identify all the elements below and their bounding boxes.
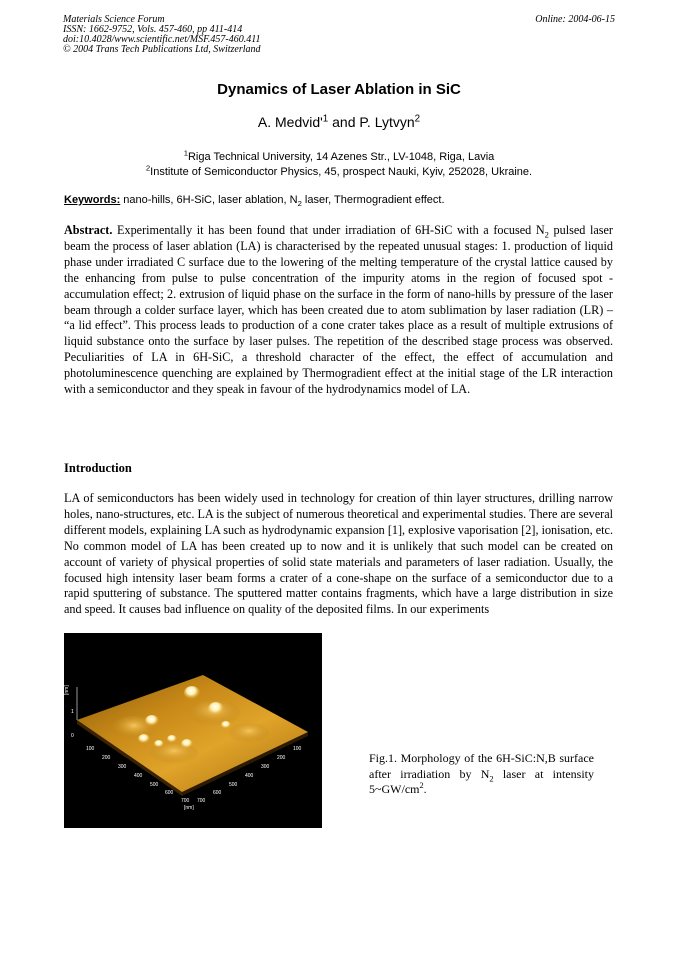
keywords-text-end: laser, Thermogradient effect. xyxy=(301,194,445,206)
nano-hill xyxy=(208,702,224,716)
affiliation-2-text: Institute of Semiconductor Physics, 45, prospect Nauki, Kyiv, 252028, Ukraine. xyxy=(150,166,533,178)
copyright-line: © 2004 Trans Tech Publications Ltd, Switzerland xyxy=(63,44,261,55)
y-tick: 500 xyxy=(229,782,238,788)
caption-superscript: 2 xyxy=(419,781,424,790)
y-tick: 100 xyxy=(293,746,302,752)
nano-hill xyxy=(154,740,164,748)
y-tick: 200 xyxy=(277,755,286,761)
author-2: P. Lytvyn xyxy=(359,114,415,130)
affiliation-1 xyxy=(0,148,678,163)
xy-unit-label: [nm] xyxy=(184,805,194,811)
author-conjunction: and xyxy=(328,114,360,130)
journal-info xyxy=(63,15,261,55)
journal-name: Materials Science Forum xyxy=(63,14,165,25)
x-tick: 600 xyxy=(165,790,174,796)
paper-title: Dynamics of Laser Ablation in SiC xyxy=(217,81,461,98)
z-tick: 0 xyxy=(71,733,74,739)
z-axis-label: [nm] xyxy=(64,685,70,695)
introduction-paragraph: LA of semiconductors has been widely used in technology for creation of thin layer structures, drilling narrow holes, nano-structures, etc. LA is the subject of numerous theoretical and experimental studies. There are several different models, explaining LA such as hydrodynamic expansion [1], explosive vaporisation [2], ionisation, etc. No common model of LA has been created up to now and it is unlikely that such model can be created on account of variety of physical properties of solid state materials and parameters of laser radiation. Usually, the focused high intensity laser beam forms a crater of a cone-shape on the surface of a semiconductor due to a rapid sputtering of substance. The sputtered matter contains fragments, which have a large distribution in size and speed. It causes bad influence on quality of the deposited films. In our experiments xyxy=(64,491,613,617)
affiliation-1-num: 1 xyxy=(183,148,188,158)
figure-caption xyxy=(369,751,594,798)
abstract-text-2: pulsed laser beam the process of laser ablation (LA) is characterised by the repeated unusual stages: 1. production of liquid phase under irradiated C surface due to the lowering of the melting temperature of the crystal lattice caused by the enhancing from pulse to pulse concentration of the impurity atoms in the region of focused spot - accumulation effect; 2. extrusion of liquid phase on the surface in the form of nano-hills by pressure of the laser beam through a colder surface layer, which has been created due to atom sublimation by laser radiation (LR) – “a lid effect”. This process leads to production of a cone crater takes place as a result of multiple extrusions of liquid substance onto the surface by laser pulses. The repetition of the described stage process was observed. Peculiarities of LA in 6H-SiC, a threshold character of the effect, the effect of accumulation and photoluminescence quenching are explained by Thermogradient effect at the initial stage of the LR interaction with a semiconductor and they speak in favour of the hydrodynamics model of LA. xyxy=(64,223,613,397)
author-1-affil: 1 xyxy=(322,113,329,125)
y-tick: 400 xyxy=(245,773,254,779)
keywords-subscript: 2 xyxy=(297,199,302,209)
abstract-label: Abstract. xyxy=(64,223,113,237)
afm-surface-plot xyxy=(64,633,322,828)
abstract-text-1: Experimentally it has been found that under irradiation of 6H-SiC with a focused N xyxy=(112,223,545,237)
z-tick: 1 xyxy=(71,709,74,715)
keywords xyxy=(64,194,445,209)
y-tick: 600 xyxy=(213,790,222,796)
author-2-affil: 2 xyxy=(414,113,421,125)
keywords-label: Keywords: xyxy=(64,194,121,206)
author-1: A. Medvid' xyxy=(257,114,323,130)
abstract xyxy=(64,223,613,398)
caption-text-2: laser at intensity 5~GW/cm xyxy=(369,766,594,796)
affiliation-2-num: 2 xyxy=(145,163,151,173)
online-date: Online: 2004-06-15 xyxy=(535,14,615,25)
x-tick: 500 xyxy=(150,782,159,788)
nano-hill xyxy=(184,686,200,700)
author-line xyxy=(0,114,678,130)
caption-subscript: 2 xyxy=(489,773,494,783)
nano-hill xyxy=(145,715,159,727)
x-tick: 700 xyxy=(181,798,190,804)
affiliation-1-text: Riga Technical University, 14 Azenes Str., LV-1048, Riga, Lavia xyxy=(187,151,495,163)
abstract-subscript: 2 xyxy=(544,229,549,240)
y-tick: 300 xyxy=(261,764,270,770)
section-heading-introduction: Introduction xyxy=(64,461,132,475)
afm-surface-figure xyxy=(64,633,322,828)
surface-bump xyxy=(229,723,269,743)
y-tick: 700 xyxy=(197,798,206,804)
x-tick: 400 xyxy=(134,773,143,779)
x-tick: 300 xyxy=(118,764,127,770)
caption-text-1: Fig.1. Morphology of the 6H-SiC:N,B surface after irradiation by N xyxy=(369,751,594,781)
x-tick: 100 xyxy=(86,746,95,752)
doi-line[interactable]: doi:10.4028/www.scientific.net/MSF.457-460.411 xyxy=(63,34,261,45)
issn-line: ISSN: 1662-9752, Vols. 457-460, pp 411-414 xyxy=(63,24,243,35)
nano-hill xyxy=(221,721,231,729)
nano-hill xyxy=(181,739,193,749)
nano-hill xyxy=(167,735,177,743)
nano-hill xyxy=(138,734,150,744)
caption-text-3: . xyxy=(423,782,427,796)
x-tick: 200 xyxy=(102,755,111,761)
keywords-text: nano-hills, 6H-SiC, laser ablation, N xyxy=(120,194,298,206)
affiliation-2 xyxy=(0,163,678,178)
